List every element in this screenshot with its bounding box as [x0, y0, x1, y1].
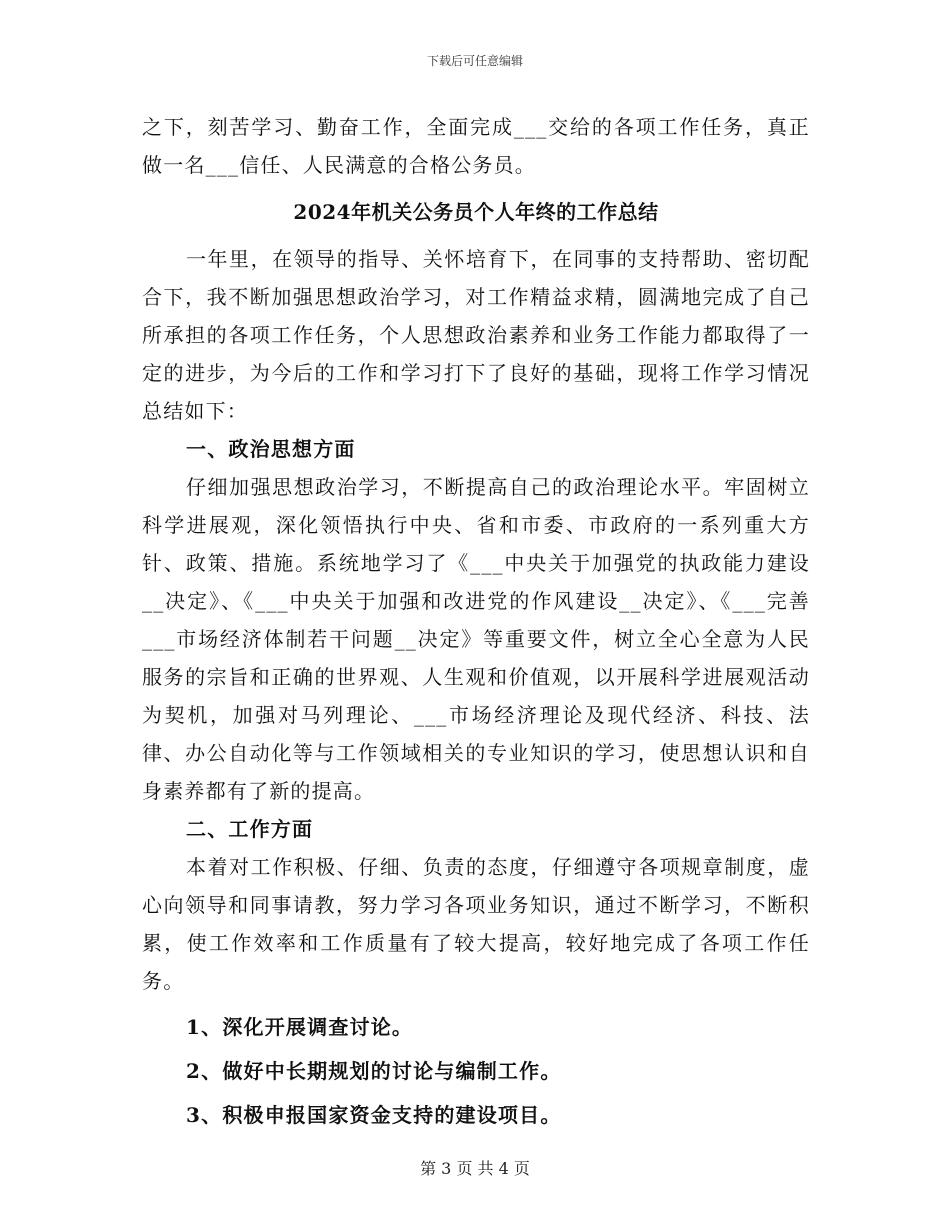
section-body-politics: 仔细加强思想政治学习，不断提高自己的政治理论水平。牢固树立科学进展观，深化领悟执行中央、省和市委、市政府的一系列重大方针、政策、措施。系统地学习了《___中央关于加强党的执政能力建设__决定》、《___中央关于加强和改进党的作风建设__决定》、《___完善___市场经济体制若干问题__决定》等重要文件，树立全心全意为人民服务的宗旨和正确的世界观、人生观和价值观，以开展科学进展观活动为契机，加强对马列理论、___市场经济理论及现代经济、科技、法律、办公自动化等与工作领域相关的专业知识的学习，使思想认识和自身素养都有了新的提高。	[142, 475, 810, 803]
list-item: 3、积极申报国家资金支持的建设项目。	[186, 1103, 562, 1127]
list-item: 2、做好中长期规划的讨论与编制工作。	[186, 1059, 562, 1083]
section-heading-politics: 一、政治思想方面	[186, 437, 356, 461]
section-heading-work: 二、工作方面	[186, 817, 314, 841]
page-header: 下载后可任意编辑	[426, 54, 523, 68]
continuation-paragraph: 之下，刻苦学习、勤奋工作，全面完成___交给的各项工作任务，真正做一名___信任、人民满意的合格公务员。	[142, 115, 810, 177]
page-number: 第 3 页 共 4 页	[420, 1159, 530, 1178]
section-body-work: 本着对工作积极、仔细、负责的态度，仔细遵守各项规章制度，虚心向领导和同事请教，努力学习各项业务知识，通过不断学习，不断积累，使工作效率和工作质量有了较大提高，较好地完成了各项工作任务。	[142, 855, 810, 993]
document-title: 2024年机关公务员个人年终的工作总结	[293, 200, 659, 224]
document-body	[142, 108, 810, 1134]
list-item: 1、深化开展调查讨论。	[186, 1015, 414, 1039]
intro-paragraph: 一年里，在领导的指导、关怀培育下，在同事的支持帮助、密切配合下，我不断加强思想政治学习，对工作精益求精，圆满地完成了自己所承担的各项工作任务，个人思想政治素养和业务工作能力都取得了一定的进步，为今后的工作和学习打下了良好的基础，现将工作学习情况总结如下：	[142, 247, 810, 423]
